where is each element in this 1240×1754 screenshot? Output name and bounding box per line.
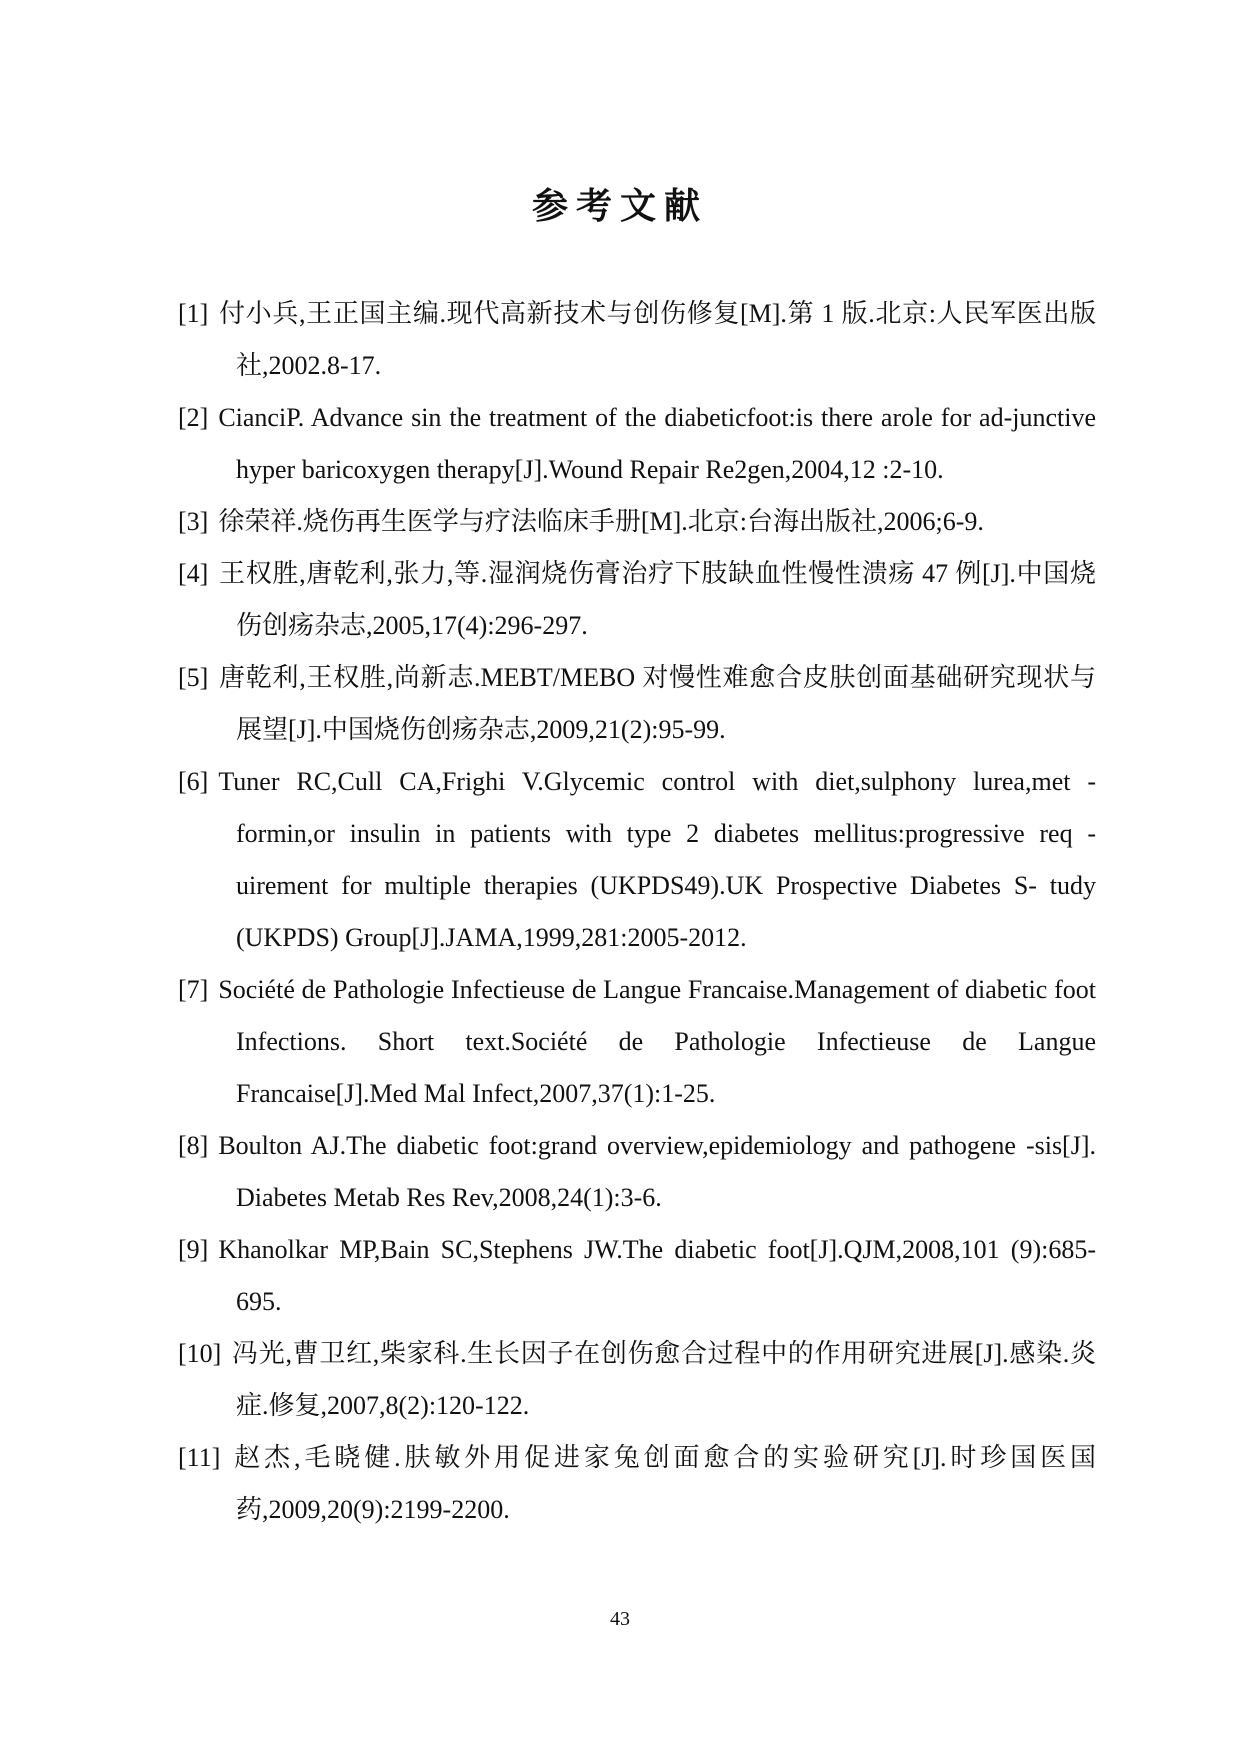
reference-text: CianciP. Advance sin the treatment of the diabeticfoot:is there arole for ad-junctive hyper baricoxygen therapy[J].Wound Repair Re2gen,2004,12 :2-10. <box>218 403 1096 484</box>
reference-item <box>178 392 1096 496</box>
reference-number: [5] <box>178 663 209 692</box>
reference-text: 唐乾利,王权胜,尚新志.MEBT/MEBO 对慢性难愈合皮肤创面基础研究现状与展望[J].中国烧伤创疡杂志,2009,21(2):95-99. <box>218 663 1096 744</box>
page-number: 43 <box>610 1608 630 1630</box>
reference-item <box>178 548 1096 652</box>
reference-item <box>178 288 1096 392</box>
reference-item <box>178 1120 1096 1224</box>
reference-text: Boulton AJ.The diabetic foot:grand overview,epidemiology and pathogene -sis[J]. Diabetes Metab Res Rev,2008,24(1):3-6. <box>218 1131 1096 1212</box>
reference-number: [2] <box>178 403 209 432</box>
reference-number: [9] <box>178 1235 209 1264</box>
reference-text: 赵杰,毛晓健.肤敏外用促进家兔创面愈合的实验研究[J].时珍国医国药,2009,20(9):2199-2200. <box>230 1443 1096 1524</box>
reference-item <box>178 1328 1096 1432</box>
reference-list <box>178 288 1096 1536</box>
reference-text: 王权胜,唐乾利,张力,等.湿润烧伤膏治疗下肢缺血性慢性溃疡 47 例[J].中国烧伤创疡杂志,2005,17(4):296-297. <box>218 559 1096 640</box>
reference-item <box>178 1224 1096 1328</box>
reference-text: Khanolkar MP,Bain SC,Stephens JW.The diabetic foot[J].QJM,2008,101 (9):685-695. <box>218 1235 1096 1316</box>
reference-number: [3] <box>178 507 209 536</box>
reference-text: Société de Pathologie Infectieuse de Langue Francaise.Management of diabetic foot Infections. Short text.Société de Pathologie Infectieuse de Langue Francaise[J].Med Mal Infect,2007,37(1):1-25. <box>218 975 1096 1108</box>
reference-number: [4] <box>178 559 209 588</box>
reference-text: 付小兵,王正国主编.现代高新技术与创伤修复[M].第 1 版.北京:人民军医出版社,2002.8-17. <box>218 299 1096 380</box>
reference-text: Tuner RC,Cull CA,Frighi V.Glycemic control with diet,sulphony lurea,met -formin,or insulin in patients with type 2 diabetes mellitus:progressive req -uirement for multiple therapies (UKPDS49).UK Prospective Diabetes S- tudy (UKPDS) Group[J].JAMA,1999,281:2005-2012. <box>218 767 1096 952</box>
reference-number: [1] <box>178 299 209 328</box>
reference-number: [10] <box>178 1339 222 1368</box>
reference-number: [6] <box>178 767 209 796</box>
reference-item <box>178 756 1096 964</box>
reference-text: 徐荣祥.烧伤再生医学与疗法临床手册[M].北京:台海出版社,2006;6-9. <box>218 507 984 536</box>
reference-number: [7] <box>178 975 209 1004</box>
page-title: 参考文献 <box>531 186 708 227</box>
reference-item <box>178 652 1096 756</box>
reference-number: [11] <box>178 1443 221 1472</box>
reference-item <box>178 496 1096 548</box>
reference-item <box>178 1432 1096 1536</box>
reference-number: [8] <box>178 1131 209 1160</box>
reference-item <box>178 964 1096 1120</box>
reference-text: 冯光,曹卫红,柴家科.生长因子在创伤愈合过程中的作用研究进展[J].感染.炎症.修复,2007,8(2):120-122. <box>231 1339 1096 1420</box>
